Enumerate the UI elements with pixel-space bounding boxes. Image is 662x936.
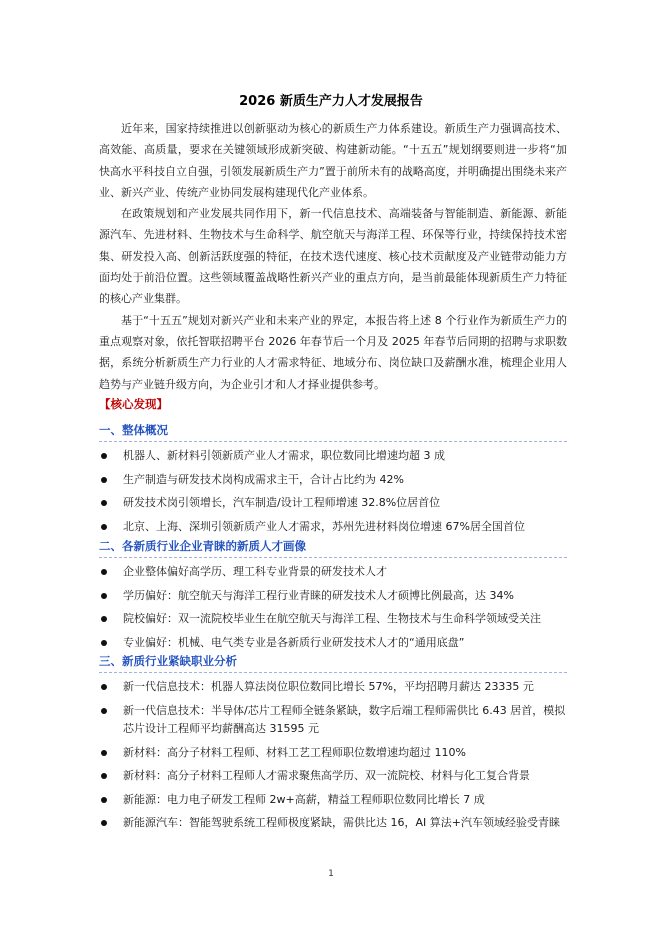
list-item-text: 学历偏好：航空航天与海洋工程行业青睐的研发技术人才硕博比例最高，达 34% xyxy=(123,588,514,602)
page-number: 1 xyxy=(328,869,334,879)
page-title: 2026 新质生产力人才发展报告 xyxy=(239,94,423,109)
list-item xyxy=(99,471,567,490)
list-item-text: 机器人、新材料引领新质产业人才需求，职位数同比增速均超 3 成 xyxy=(123,449,445,462)
list-item-text: 新材料：高分子材料工程师人才需求聚焦高学历、双一流院校、材料与化工复合背景 xyxy=(123,769,530,782)
list-item xyxy=(99,814,567,833)
list-item xyxy=(99,678,567,697)
list-item-text: 北京、上海、深圳引领新质产业人才需求，苏州先进材料岗位增速 67%居全国首位 xyxy=(123,519,525,533)
section-divider xyxy=(99,672,567,673)
bullet-icon xyxy=(101,640,107,646)
bullet-icon xyxy=(101,797,107,803)
bullet-icon xyxy=(101,453,107,459)
section-heading-shortage: 三、新质行业紧缺职业分析 xyxy=(99,654,237,668)
list-item-text: 院校偏好：双一流院校毕业生在航空航天与海洋工程、生物技术与生命科学领域受关注 xyxy=(123,612,541,625)
section-divider xyxy=(99,441,567,442)
list-item-text: 新一代信息技术：半导体/芯片工程师全链条紧缺，数字后端工程师需供比 6.43 居首，模拟芯片设计工程师平均薪酬高达 31595 元 xyxy=(123,703,566,735)
list-item xyxy=(99,634,567,653)
list-item-text: 新一代信息技术：机器人算法岗位职位数同比增长 57%，平均招聘月薪达 23335 元 xyxy=(123,680,534,693)
shortage-list xyxy=(99,678,567,838)
list-item xyxy=(99,744,567,763)
list-item xyxy=(99,494,567,513)
intro-section xyxy=(99,118,567,395)
intro-paragraph: 在政策规划和产业发展共同作用下，新一代信息技术、高端装备与智能制造、新能源、新能源汽车、先进材料、生物技术与生命科学、航空航天与海洋工程、环保等行业，持续保持技术密集、研发投入高、创新活跃度强的特征，在技术迭代速度、核心技术贡献度及产业链带动能力方面均处于前沿位置。这些领域覆盖战略性新兴产业的重点方向，是当前最能体现新质生产力特征的核心产业集群。 xyxy=(99,207,567,306)
core-findings-label: 【核心发现】 xyxy=(99,397,168,411)
list-item xyxy=(99,447,567,466)
intro-paragraph: 近年来，国家持续推进以创新驱动为核心的新质生产力体系建设。新质生产力强调高技术、高效能、高质量，要求在关键领域形成新突破、构建新动能。“十五五”规划纲要则进一步将“加快高水平科技自立自强，引领发展新质生产力”置于前所未有的战略高度，并明确提出围绕未来产业、新兴产业、传统产业协同发展构建现代化产业体系。 xyxy=(99,122,567,199)
list-item-text: 新能源汽车：智能驾驶系统工程师极度紧缺，需供比达 16，AI 算法+汽车领域经验受青睐 xyxy=(123,816,560,829)
list-item-text: 生产制造与研发技术岗构成需求主干，合计占比约为 42% xyxy=(123,472,404,486)
bullet-icon xyxy=(101,593,107,599)
overview-list xyxy=(99,447,567,541)
bullet-icon xyxy=(101,477,107,483)
bullet-icon xyxy=(101,500,107,506)
list-item xyxy=(99,563,567,582)
bullet-icon xyxy=(101,820,107,826)
intro-paragraph: 基于“十五五”规划对新兴产业和未来产业的界定，本报告将上述 8 个行业作为新质生产力的重点观察对象，依托智联招聘平台 2026 年春节后一个月及 2025 年春节后同期的招聘与求职数据，系统分析新质生产力行业的人才需求特征、地域分布、岗位缺口及薪酬水准，梳理企业用人趋势与产业链升级方向，为企业引才和人才择业提供参考。 xyxy=(99,313,567,391)
bullet-icon xyxy=(101,684,107,690)
list-item xyxy=(99,767,567,786)
bullet-icon xyxy=(101,616,107,622)
list-item-text: 新能源：电力电子研发工程师 2w+高薪，精益工程师职位数同比增长 7 成 xyxy=(123,792,485,806)
list-item-text: 研发技术岗引领增长，汽车制造/设计工程师增速 32.8%位居首位 xyxy=(123,496,441,509)
bullet-icon xyxy=(101,773,107,779)
bullet-icon xyxy=(101,524,107,530)
list-item-text: 企业整体偏好高学历、理工科专业背景的研发技术人才 xyxy=(123,565,387,578)
bullet-icon xyxy=(101,750,107,756)
list-item xyxy=(99,702,567,739)
section-heading-overview: 一、整体概况 xyxy=(99,423,168,437)
list-item xyxy=(99,587,567,606)
list-item xyxy=(99,518,567,537)
talent-profile-list xyxy=(99,563,567,657)
section-divider xyxy=(99,557,567,558)
section-heading-talent-profile: 二、各新质行业企业青睐的新质人才画像 xyxy=(99,539,306,553)
bullet-icon xyxy=(101,708,107,714)
bullet-icon xyxy=(101,569,107,575)
list-item xyxy=(99,610,567,629)
list-item xyxy=(99,791,567,810)
list-item-text: 专业偏好：机械、电气类专业是各新质行业研发技术人才的“通用底盘” xyxy=(123,635,465,649)
list-item-text: 新材料：高分子材料工程师、材料工艺工程师职位数增速均超过 110% xyxy=(123,745,466,759)
